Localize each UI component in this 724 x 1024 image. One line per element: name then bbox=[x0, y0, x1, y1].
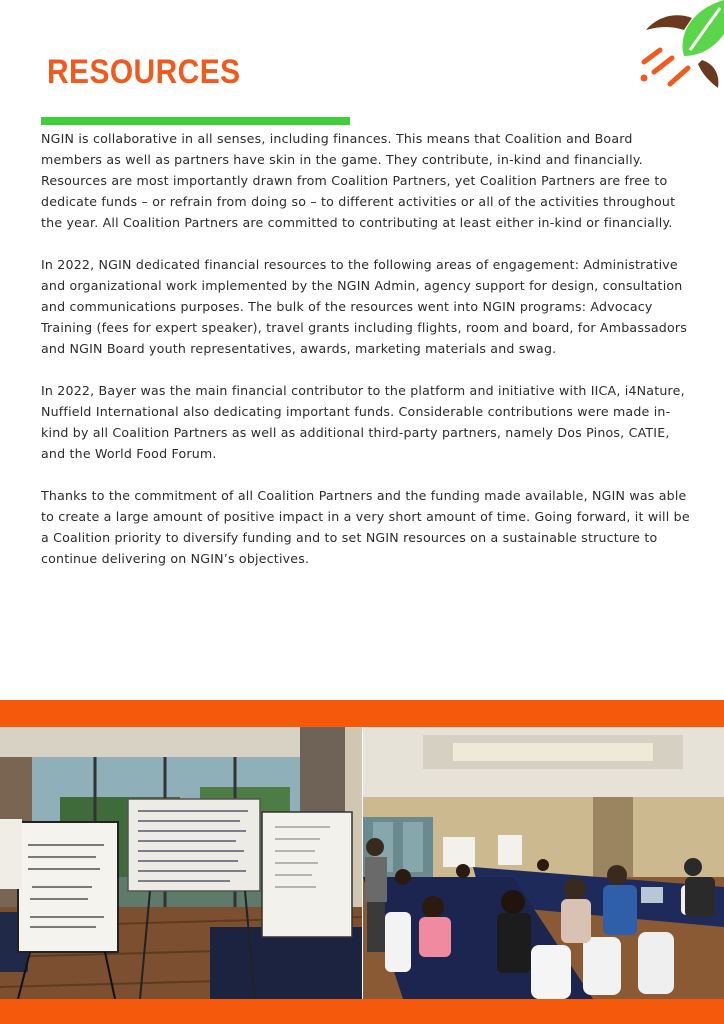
logo-orange-streak-3 bbox=[670, 68, 688, 84]
conference-room-participants-photo bbox=[363, 727, 724, 999]
paragraph-outlook: Thanks to the commitment of all Coalition Partners and the funding made available, NGIN was able to create a large amount of positive impact in a very short amount of time. Going forward, it will be a Coalition priority to diversify funding and to set NGIN resources on a sustainable structure to continue delivering on NGIN’s objectives. bbox=[41, 488, 690, 566]
paragraph-contributors: In 2022, Bayer was the main financial contributor to the platform and initiative with IICA, i4Nature, Nuffield International also dedicating important funds. Considerable contributions were made in-kind by all Coalition Partners as well as additional third-party partners, namely Dos Pinos, CATIE, and the World Food Forum. bbox=[41, 383, 685, 461]
title-underline bbox=[41, 117, 350, 125]
logo-brown-leaf-right bbox=[698, 60, 718, 88]
logo-orange-streak-1 bbox=[644, 50, 660, 62]
workshop-flipcharts-photo bbox=[0, 727, 362, 999]
orange-band-bottom bbox=[0, 999, 724, 1024]
page-title: RESOURCES bbox=[47, 53, 241, 91]
logo-brown-leaf-top bbox=[646, 15, 692, 30]
logo-orange-streak-2 bbox=[654, 58, 672, 72]
body-text bbox=[41, 128, 690, 590]
orange-band-top bbox=[0, 700, 724, 727]
paragraph-2022-allocation: In 2022, NGIN dedicated financial resources to the following areas of engagement: Administrative and organizational work implemented by the NGIN Admin, agency support for design, consultation and communications purposes. The bulk of the resources went into NGIN programs: Advocacy Training (fees for expert speaker), travel grants including flights, room and board, for Ambassadors and NGIN Board youth representatives, awards, marketing materials and swag. bbox=[41, 257, 687, 356]
logo-orange-dot bbox=[641, 75, 648, 82]
logo-green-leaf bbox=[683, 0, 724, 56]
paragraph-funding-overview: NGIN is collaborative in all senses, including finances. This means that Coalition and Board members as well as partners have skin in the game. They contribute, in-kind and financially. Resources are most importantly drawn from Coalition Partners, yet Coalition Partners are free to dedicate funds – or refrain from doing so – to different activities or all of the activities throughout the year. All Coalition Partners are committed to contributing at least either in-kind or financially. bbox=[41, 131, 676, 230]
ngin-leaf-logo-icon bbox=[632, 0, 724, 92]
